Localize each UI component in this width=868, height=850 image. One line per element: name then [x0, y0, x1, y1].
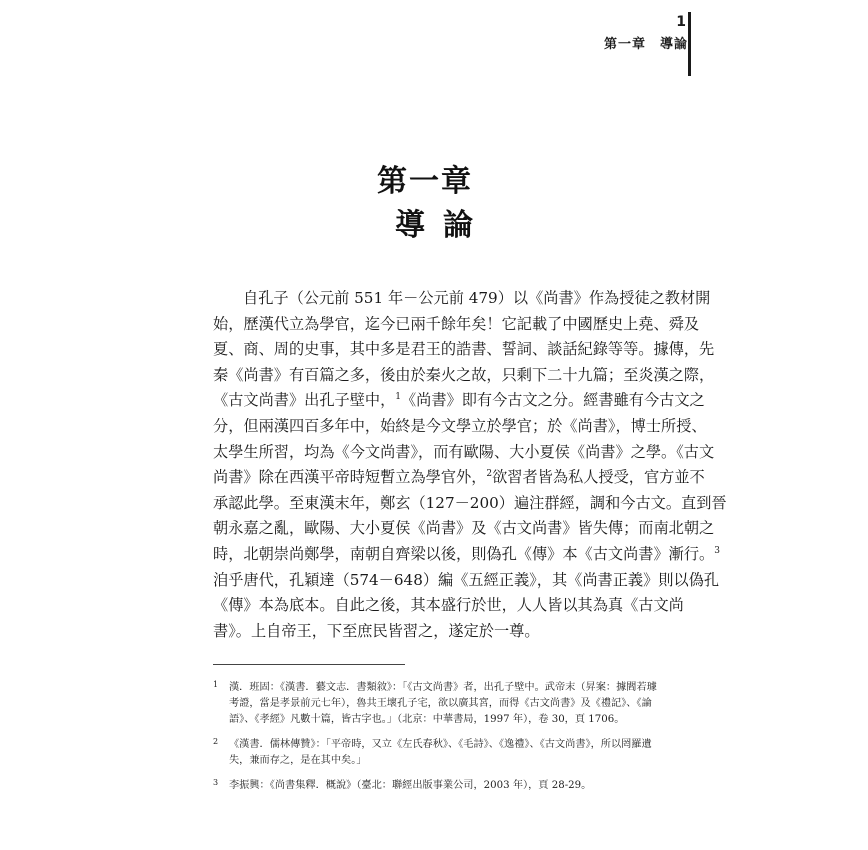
- body-line: 書》。上自帝王，下至庶民皆習之，遂定於一尊。: [213, 621, 540, 640]
- footnote-line: 漢．班固：《漢書．藝文志．書類敘》：「《古文尚書》者，出孔子壁中。武帝末（昇案：據閻若璩: [229, 682, 657, 693]
- footnote-marker[interactable]: 1: [395, 392, 401, 403]
- footnote-number: 1: [213, 680, 219, 689]
- footnote-line: 語》、《孝經》凡數十篇，皆古字也。」（北京：中華書局，1997 年），卷 30，頁 1706。: [229, 714, 625, 725]
- chapter-title: 導論: [395, 208, 491, 243]
- body-line: 承認此學。至東漢末年，鄭玄（127－200）遍注群經，調和今古文。直到晉: [213, 493, 727, 512]
- running-header-chapter: 第一章 導論: [603, 37, 688, 52]
- footnotes: [213, 680, 657, 803]
- body-line: 始，歷漢代立為學官，迄今已兩千餘年矣！它記載了中國歷史上堯、舜及: [213, 314, 699, 333]
- body-line: 秦《尚書》有百篇之多，後由於秦火之故，只剩下二十九篇；至炎漢之際，: [213, 365, 715, 384]
- running-header: [604, 14, 688, 52]
- header-rule: [688, 12, 691, 76]
- footnote-marker[interactable]: 3: [714, 545, 720, 556]
- body-line: 《古文尚書》出孔子壁中，$^1$《尚書》即有今古文之分。經書雖有今古文之: [213, 391, 705, 410]
- footnote-line: 考證，當是孝景前元七年），魯共王壞孔子宅，欲以廣其宮，而得《古文尚書》及《禮記》、《論: [229, 698, 652, 709]
- footnote-separator: [213, 664, 405, 665]
- footnote-line: 《漢書．儒林傳贊》：「平帝時，又立《左氏春秋》、《毛詩》、《逸禮》、《古文尚書》，所以罔羅遺: [229, 739, 652, 750]
- footnote: [213, 778, 650, 794]
- footnote: [213, 680, 657, 728]
- page-number: 1: [676, 14, 686, 30]
- footnote-line: 失，兼而存之，是在其中矣。」: [229, 755, 367, 766]
- body-line: 夏、商、周的史事，其中多是君王的誥書、誓詞、談話紀錄等等。據傳，先: [213, 340, 715, 359]
- body-line: 朝永嘉之亂，歐陽、大小夏侯《尚書》及《古文尚書》皆失傳；而南北朝之: [213, 519, 715, 538]
- body-line: 自孔子（公元前 551 年－公元前 479）以《尚書》作為授徒之教材開: [243, 289, 711, 307]
- body-line: 洎乎唐代，孔穎達（574－648）編《五經正義》，其《尚書正義》則以偽孔: [213, 570, 720, 589]
- footnote-line: 李振興：《尚書集釋．概說》（臺北：聯經出版事業公司，2003 年），頁 28-29。: [229, 780, 592, 791]
- body-line: 太學生所習，均為《今文尚書》，而有歐陽、大小夏侯《尚書》之學。《古文: [213, 442, 715, 461]
- footnote: [213, 737, 650, 769]
- body-line: 尚書》除在西漢平帝時短暫立為學官外，$^2$欲習者皆為私人授受，官方並不: [213, 468, 705, 487]
- body-line: 分，但兩漢四百多年中，始終是今文學立於學官；於《尚書》，博士所授、: [213, 416, 707, 435]
- body-line: 《傳》本為底本。自此之後，其本盛行於世，人人皆以其為真《古文尚: [213, 596, 684, 615]
- body-line: 時，北朝崇尚鄭學，南朝自齊梁以後，則偽孔《傳》本《古文尚書》漸行。$^3$: [213, 544, 720, 563]
- footnote-number: 2: [213, 737, 219, 746]
- body-paragraph: [213, 286, 727, 644]
- footnote-marker[interactable]: 2: [486, 469, 493, 480]
- footnote-number: 3: [213, 778, 219, 787]
- chapter-number: 第一章: [377, 164, 473, 199]
